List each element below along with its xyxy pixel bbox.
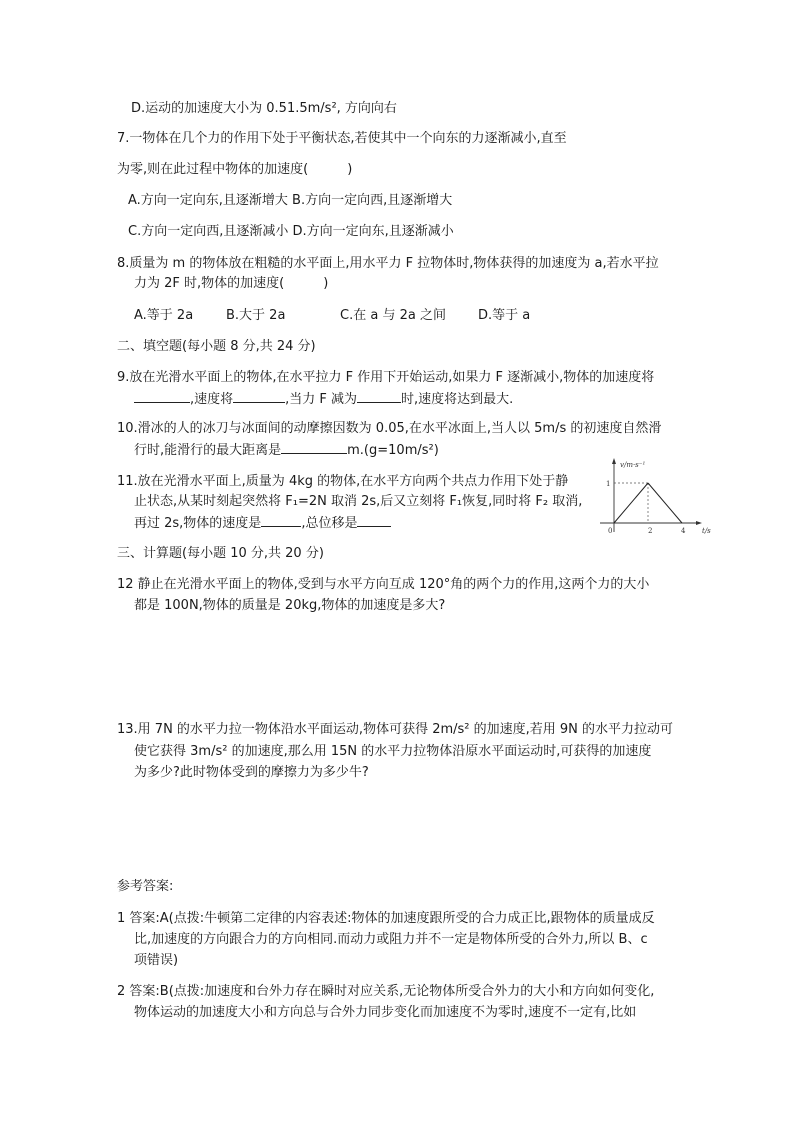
velocity-line-segment — [648, 483, 682, 523]
question-13-line3: 为多少?此时物体受到的摩擦力为多少牛? — [134, 765, 369, 780]
question-7-options-ab: A.方向一定向东,且逐渐增大 B.方向一定向西,且逐渐增大 — [128, 193, 453, 208]
answer-2-line1: 2 答案:B(点拨:加速度和台外力存在瞬时对应关系,无论物体所受合外力的大小和方向如何变化, — [117, 984, 655, 999]
question-12-line2: 都是 100N,物体的质量是 20kg,物体的加速度是多大? — [134, 598, 446, 613]
answer-1-line3: 项错误) — [134, 953, 179, 968]
section-2-heading: 二、填空题(每小题 8 分,共 24 分) — [117, 339, 316, 354]
x-tick-label: 2 — [648, 527, 653, 535]
section-3-heading: 三、计算题(每小题 10 分,共 20 分) — [117, 546, 324, 561]
answer-blank[interactable] — [281, 441, 347, 454]
x-axis-arrow — [696, 521, 702, 525]
question-9-text: ,速度将 — [190, 392, 234, 407]
answer-blank[interactable] — [134, 390, 190, 403]
question-11-line2: 止状态,从某时刻起突然将 F₁=2N 取消 2s,后又立刻将 F₁恢复,同时将 F₂ 取消, — [134, 494, 583, 509]
question-11-line1: 11.放在光滑水平面上,质量为 4kg 的物体,在水平方向两个共点力作用下处于静 — [117, 474, 569, 489]
question-13-line1: 13.用 7N 的水平力拉一物体沿水平面运动,物体可获得 2m/s² 的加速度,若用 9N 的水平力拉动可 — [117, 722, 674, 737]
y-axis-arrow — [612, 458, 616, 464]
question-9-text: 时,速度将达到最大. — [401, 392, 514, 407]
option-6d: D.运动的加速度大小为 0.51.5m/s², 方向向右 — [131, 101, 397, 116]
answer-blank[interactable] — [357, 390, 401, 403]
question-10-line2 — [134, 441, 439, 459]
question-8-option-a: A.等于 2a — [134, 308, 194, 323]
answer-blank[interactable] — [357, 514, 391, 527]
question-10-line1: 10.滑冰的人的冰刀与冰面间的动摩擦因数为 0.05,在水平冰面上,当人以 5m/s 的初速度自然滑 — [117, 421, 662, 436]
x-tick-label: 4 — [681, 527, 686, 535]
y-tick-label: 1 — [606, 480, 611, 488]
question-8-option-d: D.等于 a — [478, 308, 531, 323]
question-9-line1: 9.放在光滑水平面上的物体,在水平拉力 F 作用下开始运动,如果力 F 逐渐减小,物体的加速度将 — [117, 370, 655, 385]
x-tick-label: 0 — [608, 527, 613, 535]
question-7-stem-line1: 7.一物体在几个力的作用下处于平衡状态,若使其中一个向东的力逐渐减小,直至 — [117, 131, 567, 146]
question-8-option-b: B.大于 2a — [226, 308, 286, 323]
answer-blank[interactable] — [261, 514, 301, 527]
question-10-text: m.(g=10m/s²) — [347, 443, 439, 458]
question-12-line1: 12 静止在光滑水平面上的物体,受到与水平方向互成 120°角的两个力的作用,这两个力的大小 — [117, 577, 650, 592]
answer-1-line2: 比,加速度的方向跟合力的方向相同.而动力或阻力并不一定是物体所受的合外力,所以 B、c — [134, 932, 648, 947]
question-8-stem-line1: 8.质量为 m 的物体放在粗糙的水平面上,用水平力 F 拉物体时,物体获得的加速度为 a,若水平拉 — [117, 256, 659, 271]
question-8-option-c: C.在 a 与 2a 之间 — [340, 308, 446, 323]
question-7-stem-line2: 为零,则在此过程中物体的加速度( ) — [117, 162, 353, 177]
x-axis-label: t/s — [702, 527, 711, 535]
answer-2-line2: 物体运动的加速度大小和方向总与合外力同步变化而加速度不为零时,速度不一定有,比如 — [134, 1005, 637, 1020]
y-axis-label: v/m·s⁻¹ — [620, 461, 646, 469]
question-11-line3 — [134, 514, 391, 532]
answer-1-line1: 1 答案:A(点拨:牛顿第二定律的内容表述:物体的加速度跟所受的合力成正比,跟物体的质量成反 — [117, 911, 655, 926]
question-11-text: ,总位移是 — [301, 516, 358, 531]
velocity-time-graph — [596, 456, 718, 540]
question-9-line2 — [134, 390, 513, 408]
question-13-line2: 使它获得 3m/s² 的加速度,那么用 15N 的水平力拉物体沿原水平面运动时,可获得的加速度 — [134, 744, 652, 759]
answers-heading: 参考答案: — [117, 879, 174, 894]
question-11-text: 再过 2s,物体的速度是 — [134, 516, 262, 531]
question-10-text: 行时,能滑行的最大距离是 — [134, 443, 282, 458]
question-9-text: ,当力 F 减为 — [285, 392, 358, 407]
answer-blank[interactable] — [233, 390, 285, 403]
question-7-options-cd: C.方向一定向西,且逐渐减小 D.方向一定向东,且逐渐减小 — [128, 224, 454, 239]
velocity-line-segment — [614, 483, 648, 523]
question-8-stem-line2: 力为 2F 时,物体的加速度( ) — [134, 276, 329, 291]
